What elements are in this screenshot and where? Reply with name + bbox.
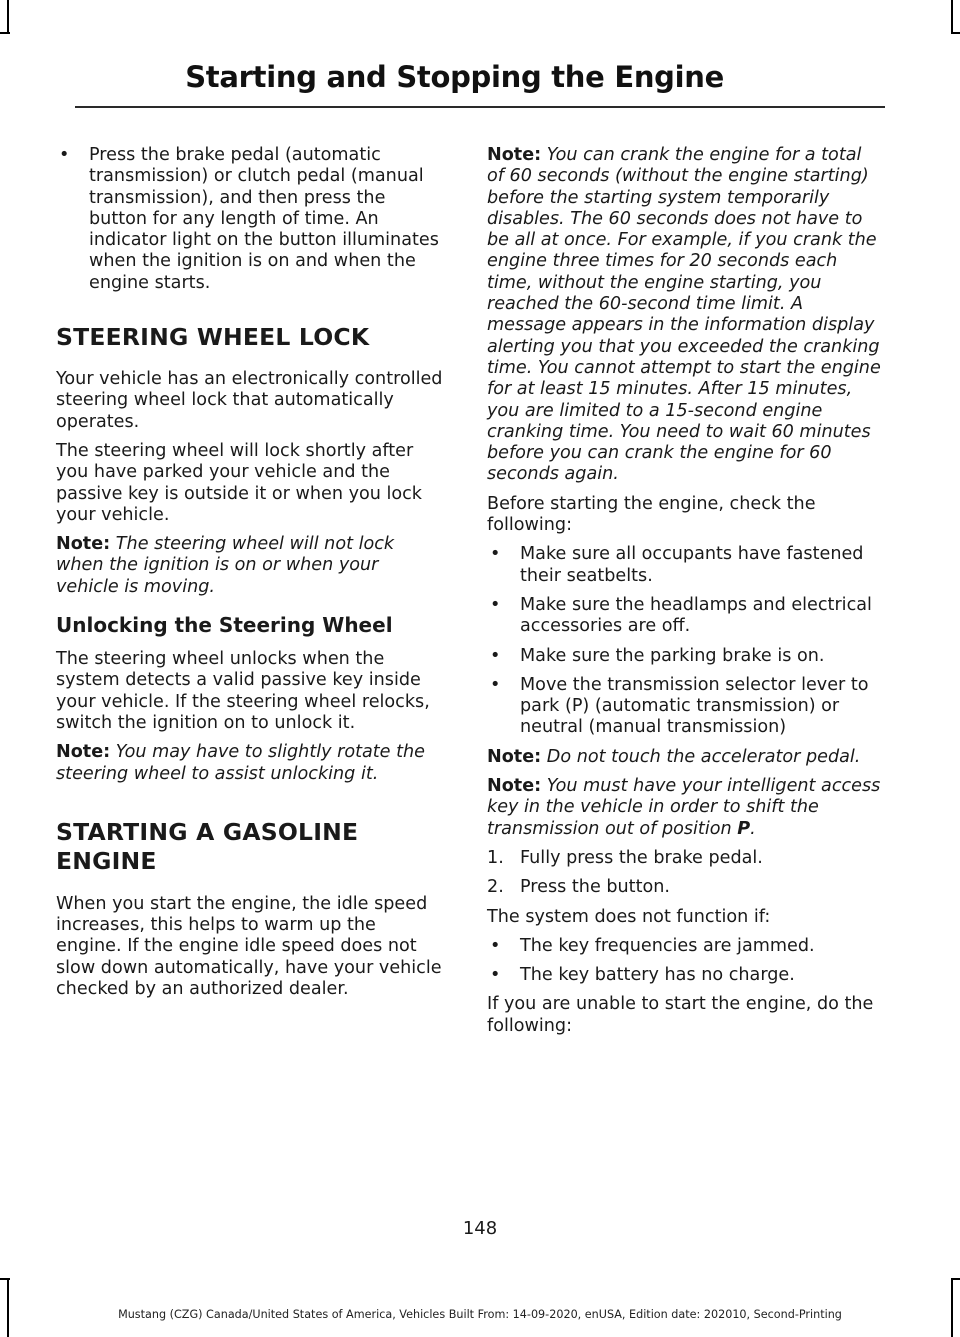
bullet-marker: • xyxy=(490,645,501,666)
step-number: 2. xyxy=(487,877,504,898)
bullet-marker: • xyxy=(490,544,501,565)
note-paragraph xyxy=(487,145,882,486)
paragraph: The steering wheel unlocks when the system detects a valid passive key inside your vehicle. If the steering wheel relocks, switch the ignition on to unlock it. xyxy=(56,649,430,733)
bullet-text: Make sure the parking brake is on. xyxy=(520,645,825,666)
step-text: Fully press the brake pedal. xyxy=(520,847,763,868)
bullet-marker: • xyxy=(490,594,501,615)
bullet-marker: • xyxy=(490,965,501,986)
list-item xyxy=(487,848,882,869)
note-paragraph xyxy=(56,742,446,785)
crop-mark-top-left-horizontal xyxy=(0,32,10,34)
note-paragraph xyxy=(487,776,882,840)
note-emphasis: P xyxy=(737,818,751,839)
note-text: Do not touch the accelerator pedal. xyxy=(546,746,861,767)
list-item xyxy=(487,936,882,957)
page-footer: Mustang (CZG) Canada/United States of America, Vehicles Built From: 14-09-2020, enUSA, Edition date: 202010, Second-Printing xyxy=(118,1308,842,1321)
left-column xyxy=(56,145,446,1008)
bullet-marker: • xyxy=(490,935,501,956)
note-label: Note: xyxy=(487,746,542,767)
note-text: You can crank the engine for a total of 60 seconds (without the engine starting) before the starting system temporarily disables. The 60 seconds does not have to be all at once. For example, if you crank the engine three times for 20 seconds each time, without the engine starting, you reached the 60-second time limit. A message appears in the information display alerting you that you exceeded the cranking time. You cannot attempt to start the engine for at least 15 minutes. After 15 minutes, you are limited to a 15-second engine cranking time. You need to wait 60 minutes before you can crank the engine for 60 seconds again. xyxy=(487,145,881,485)
bullet-marker: • xyxy=(490,674,501,695)
bullet-text: The key frequencies are jammed. xyxy=(520,935,815,956)
paragraph: If you are unable to start the engine, do the following: xyxy=(487,994,874,1036)
list-item xyxy=(56,145,446,294)
note-label: Note: xyxy=(487,145,542,165)
crop-mark-top-right-vertical xyxy=(951,0,953,34)
note-label: Note: xyxy=(56,534,111,555)
bullet-text: Press the brake pedal (automatic transmission) or clutch pedal (manual transmission), and then press the button for any length of time. An indicator light on the button illuminates when the ignition is on and when the engine starts. xyxy=(89,145,439,293)
bullet-marker: • xyxy=(59,145,70,165)
right-column xyxy=(487,145,882,1045)
crop-mark-top-right-horizontal xyxy=(951,32,960,34)
paragraph: Before starting the engine, check the following: xyxy=(487,493,816,536)
bullet-text: Make sure all occupants have fastened their seatbelts. xyxy=(520,544,864,586)
bullet-text: Make sure the headlamps and electrical accessories are off. xyxy=(520,594,872,637)
note-label: Note: xyxy=(56,742,111,763)
page-header-title: Starting and Stopping the Engine xyxy=(185,60,724,94)
subsection-heading-unlocking: Unlocking the Steering Wheel xyxy=(56,613,393,638)
section-heading-starting-gasoline-line-1: STARTING A GASOLINE xyxy=(56,817,359,846)
paragraph: When you start the engine, the idle speed increases, this helps to warm up the engine. If the engine idle speed does not slow down automatically, have your vehicle checked by an authorized dealer. xyxy=(56,893,442,1000)
note-paragraph xyxy=(487,747,882,768)
bullet-text: The key battery has no charge. xyxy=(520,965,795,986)
paragraph: The system does not function if: xyxy=(487,906,771,927)
crop-mark-top-left-vertical xyxy=(7,0,9,34)
paragraph: Your vehicle has an electronically controlled steering wheel lock that automatically operates. xyxy=(56,369,443,432)
crop-mark-bottom-left-horizontal xyxy=(0,1278,10,1280)
section-heading-steering-wheel-lock: STEERING WHEEL LOCK xyxy=(56,323,370,352)
paragraph: The steering wheel will lock shortly after you have parked your vehicle and the passive key is outside it or when you lock your vehicle. xyxy=(56,440,422,525)
list-item xyxy=(487,675,882,739)
bullet-text: Move the transmission selector lever to park (P) (automatic transmission) or neutral (manual transmission) xyxy=(520,674,869,738)
note-paragraph xyxy=(56,534,446,598)
header-rule xyxy=(75,106,885,108)
list-item xyxy=(487,877,882,898)
step-number: 1. xyxy=(487,847,504,868)
note-text: The steering wheel will not lock when the ignition is on or when your vehicle is moving. xyxy=(56,534,395,597)
crop-mark-bottom-right-horizontal xyxy=(951,1278,960,1280)
list-item xyxy=(487,595,882,638)
list-item xyxy=(487,544,882,587)
note-end: . xyxy=(750,818,756,839)
step-text: Press the button. xyxy=(520,877,670,898)
note-text: You must have your intelligent access key in the vehicle in order to shift the transmission out of position xyxy=(487,776,881,839)
section-heading-starting-gasoline-line-2: ENGINE xyxy=(56,846,157,875)
list-item xyxy=(487,646,882,667)
note-text: You may have to slightly rotate the steering wheel to assist unlocking it. xyxy=(56,742,425,784)
page-number: 148 xyxy=(462,1218,498,1239)
list-item xyxy=(487,965,882,986)
note-label: Note: xyxy=(487,776,542,797)
